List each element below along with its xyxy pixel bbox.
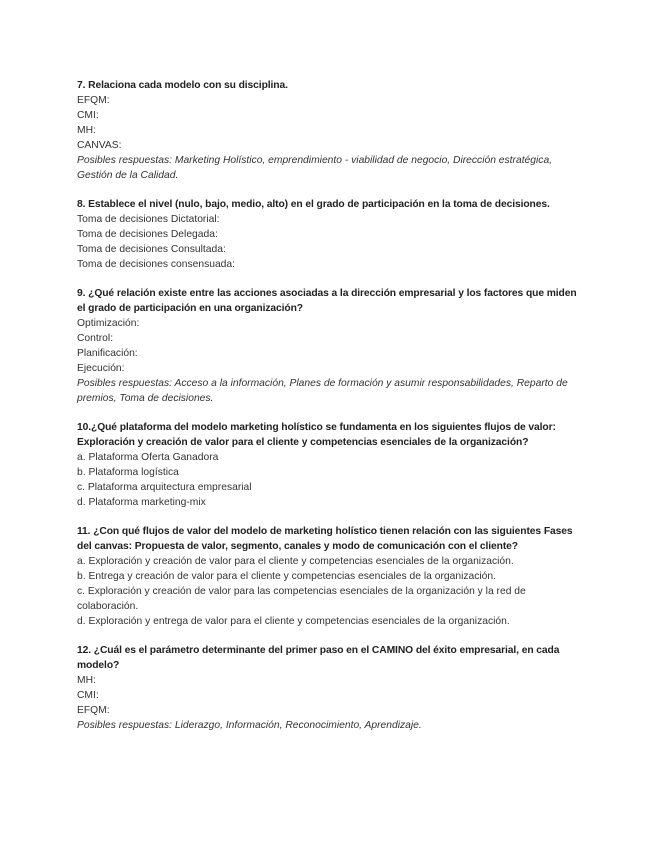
answer-line: MH: — [77, 125, 96, 136]
question-title: 7. Relaciona cada modelo con su disciplina. — [77, 80, 288, 91]
answer-line: MH: — [77, 675, 96, 686]
answer-line: Toma de decisiones Delegada: — [77, 229, 218, 240]
question-title: 9. ¿Qué relación existe entre las acciones asociadas a la dirección empresarial y los factores que miden el grado de participación en una organización? — [77, 288, 577, 314]
question-12 — [77, 643, 582, 733]
question-title: 10.¿Qué plataforma del modelo marketing holístico se fundamenta en los siguientes flujos de valor: Exploración y creación de valor para el cliente y competencias esenciales de la organización? — [77, 422, 556, 448]
option-line: b. Entrega y creación de valor para el cliente y competencias esenciales de la organización. — [77, 571, 496, 582]
question-10 — [77, 420, 582, 510]
question-8 — [77, 197, 582, 272]
answer-line: Control: — [77, 333, 114, 344]
answer-line: Toma de decisiones Consultada: — [77, 244, 226, 255]
option-line: b. Plataforma logística — [77, 467, 179, 478]
possible-answers: Posibles respuestas: Acceso a la información, Planes de formación y asumir responsabilidades, Reparto de premios, Toma de decisiones. — [77, 378, 568, 404]
option-line: d. Exploración y entrega de valor para el cliente y competencias esenciales de la organización. — [77, 616, 510, 627]
option-line: a. Exploración y creación de valor para el cliente y competencias esenciales de la organización. — [77, 556, 514, 567]
answer-line: Optimización: — [77, 318, 140, 329]
question-title: 12. ¿Cuál es el parámetro determinante del primer paso en el CAMINO del éxito empresarial, en cada modelo? — [77, 645, 560, 671]
answer-line: Toma de decisiones consensuada: — [77, 259, 235, 270]
possible-answers: Posibles respuestas: Marketing Holístico, emprendimiento - viabilidad de negocio, Dirección estratégica, Gestión de la Calidad. — [77, 155, 553, 181]
question-title: 11. ¿Con qué flujos de valor del modelo de marketing holístico tienen relación con las siguientes Fases del canvas: Propuesta de valor, segmento, canales y modo de comunicación con el cliente? — [77, 526, 573, 552]
answer-line: Ejecución: — [77, 363, 125, 374]
possible-answers: Posibles respuestas: Liderazgo, Información, Reconocimiento, Aprendizaje. — [77, 720, 422, 731]
question-11 — [77, 524, 582, 629]
answer-line: Planificación: — [77, 348, 138, 359]
answer-line: CANVAS: — [77, 140, 122, 151]
answer-line: CMI: — [77, 110, 99, 121]
answer-line: EFQM: — [77, 95, 110, 106]
option-line: c. Plataforma arquitectura empresarial — [77, 482, 252, 493]
question-title: 8. Establece el nivel (nulo, bajo, medio, alto) en el grado de participación en la toma de decisiones. — [77, 199, 550, 210]
answer-line: EFQM: — [77, 705, 110, 716]
document-content — [77, 78, 582, 747]
option-line: a. Plataforma Oferta Ganadora — [77, 452, 219, 463]
question-9 — [77, 286, 582, 406]
answer-line: Toma de decisiones Dictatorial: — [77, 214, 220, 225]
answer-line: CMI: — [77, 690, 99, 701]
option-line: d. Plataforma marketing-mix — [77, 497, 206, 508]
question-7 — [77, 78, 582, 183]
option-line: c. Exploración y creación de valor para las competencias esenciales de la organización y la red de colaboración. — [77, 586, 526, 612]
